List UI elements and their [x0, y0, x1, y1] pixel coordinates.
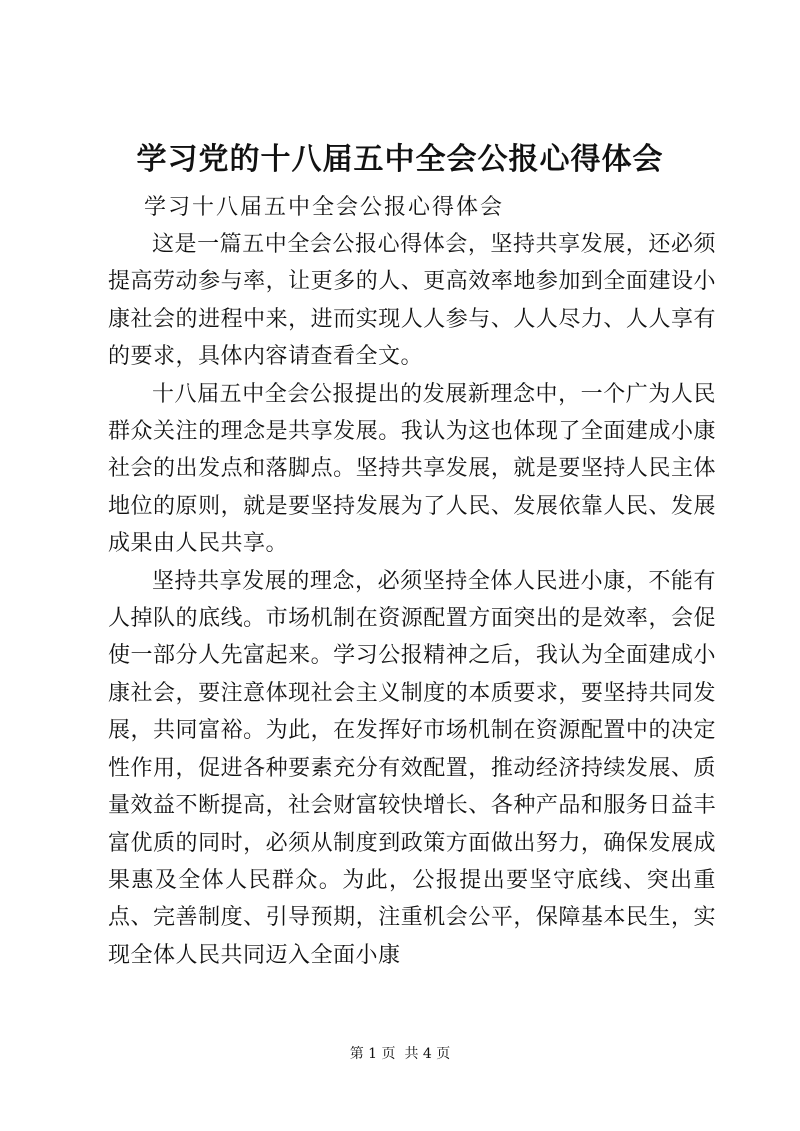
document-subtitle: 学习十八届五中全会公报心得体会	[144, 195, 505, 220]
page-title: 学习党的十八届五中全会公报心得体会	[136, 142, 664, 177]
paragraph-3: 坚持共享发展的理念，必须坚持全体人民进小康，不能有人掉队的底线。市场机制在资源配置方面突出的是效率，会促使一部分人先富起来。学习公报精神之后，我认为全面建成小康社会，要注意体现社会主义制度的本质要求，要坚持共同发展，共同富裕。为此，在发挥好市场机制在资源配置中的决定性作用，促进各种要素充分有效配置，推动经济持续发展、质量效益不断提高，社会财富较快增长、各种产品和服务日益丰富优质的同时，必须从制度到政策方面做出努力，确保发展成果惠及全体人民群众。为此，公报提出要坚守底线、突出重点、完善制度、引导预期，注重机会公平，保障基本民生，实现全体人民共同迈入全面小康	[108, 568, 716, 968]
document-body	[108, 226, 716, 974]
paragraph-2: 十八届五中全会公报提出的发展新理念中，一个广为人民群众关注的理念是共享发展。我认为这也体现了全面建成小康社会的出发点和落脚点。坚持共享发展，就是要坚持人民主体地位的原则，就是要坚持发展为了人民、发展依靠人民、发展成果由人民共享。	[108, 381, 716, 557]
paragraph-1: 这是一篇五中全会公报心得体会，坚持共享发展，还必须提高劳动参与率，让更多的人、更高效率地参加到全面建设小康社会的进程中来，进而实现人人参与、人人尽力、人人享有的要求，具体内容请查看全文。	[108, 232, 716, 370]
page-footer: 第 1 页 共 4 页	[349, 1046, 451, 1062]
